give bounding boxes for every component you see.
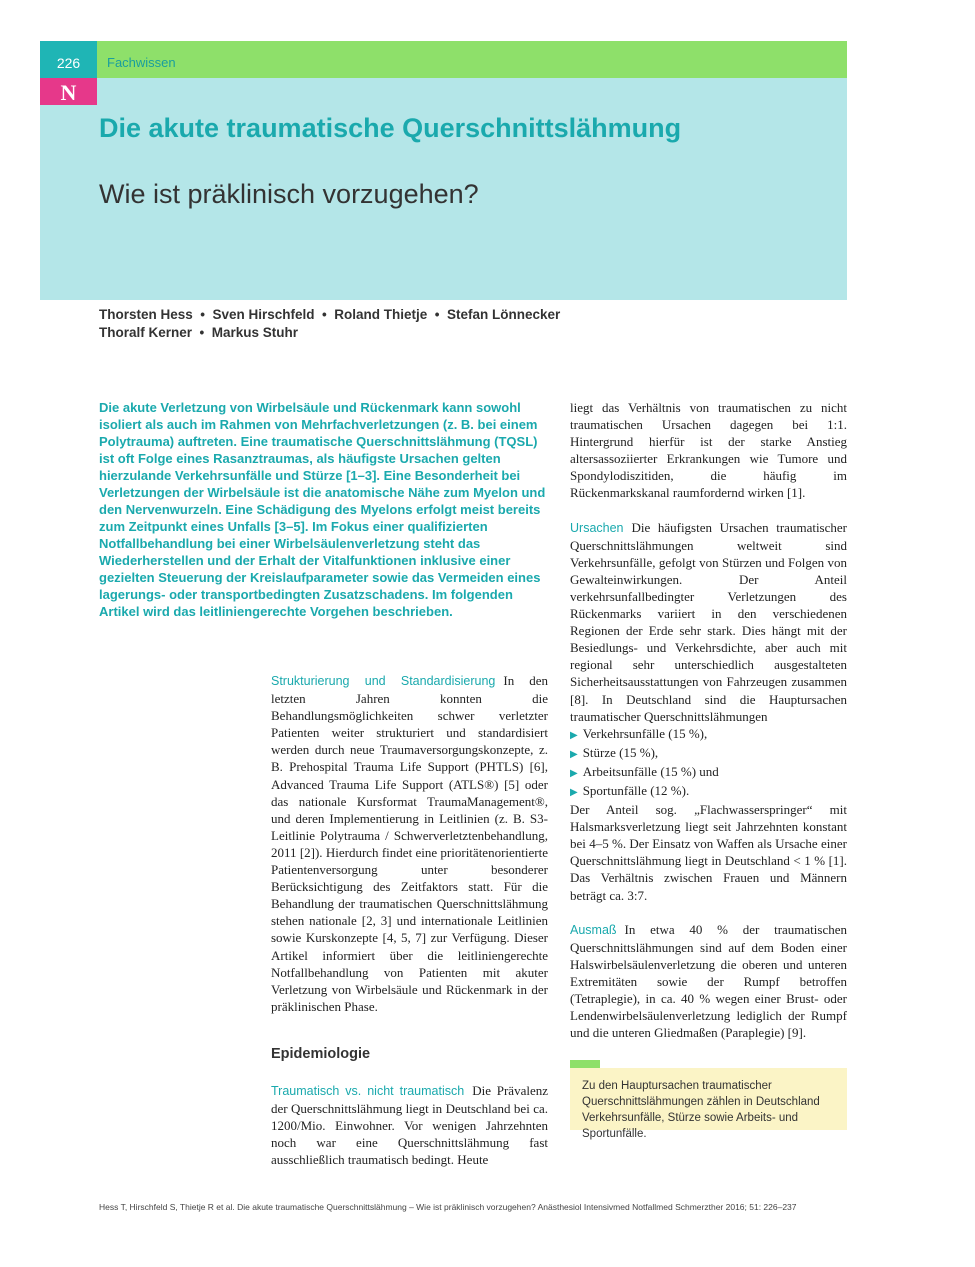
section-label: Fachwissen: [107, 55, 176, 70]
paragraph-text: Der Anteil sog. „Flachwasserspringer“ mit Halsmarksverletzung liegt seit Jahrzehnten konstant bei 4–5 %. Der Einsatz von Waffen als Ursache einer Querschnittslähmung liegt in Deutschland < 1 % [1]. Das Verhältnis zwischen Frauen und Männern beträgt ca. 3:7.: [570, 802, 847, 903]
citation-footer: Hess T, Hirschfeld S, Thietje R et al. Die akute traumatische Querschnittslähmung – Wie ist präklinisch vorzugehen? Anästhesiol Intensivmed Notfallmed Schmerzther 2016; 51: 226–237: [99, 1202, 797, 1212]
abstract: Die akute Verletzung von Wirbelsäule und Rückenmark kann sowohl isoliert als auch im Rahmen von Mehrfachverletzungen (z. B. bei einem Polytrauma) auftreten. Eine traumatische Querschnittslähmung (TQSL) ist oft Folge eines Rasanztraumas, als häufigste Ursachen gelten hierzulande Verkehrsunfälle und Stürze [1–3]. Eine Besonderheit bei Verletzungen der Wirbelsäule ist die anatomische Nähe zum Myelon und den Nervenwurzeln. Eine Schädigung des Myelons erfolgt meist bereits zum Zeitpunkt eines Unfalls [3–5]. Im Fokus einer qualifizierten Notfallbehandlung bei einer Wirbelsäulenverletzung steht das Wiederherstellen und der Erhalt der Vitalfunktionen inklusive einer gezielten Steuerung der Kreislaufparameter sowie das Vermeiden eines lagerungs- oder transportbedingten Zusatzschadens. Im folgenden Artikel wird das leitliniengerechte Vorgehen beschrieben.: [99, 400, 546, 619]
list-item: ▶ Verkehrsunfälle (15 %),: [570, 725, 708, 741]
note-text: Zu den Hauptursachen traumatischer Querschnittslähmungen zählen in Deutschland Verkehrsunfälle, Stürze sowie Arbeits- und Sportunfälle.: [582, 1080, 820, 1140]
paragraph-keyword: Ursachen: [570, 520, 624, 535]
triangle-bullet-icon: ▶: [570, 729, 578, 741]
category-badge: N: [40, 78, 97, 105]
list-item: ▶ Arbeitsunfälle (15 %) und: [570, 763, 719, 779]
triangle-bullet-icon: ▶: [570, 767, 578, 779]
paragraph-text: Die häufigsten Ursachen traumatischer Querschnittslähmungen weltweit sind Verkehrsunfälle, gefolgt von Stürzen und Folgen von Gewalteinwirkungen. Der Anteil verkehrsunfallbedingter Verletzungen des Rückenmarks variiert in den verschiedenen Regionen der Erde sehr stark. Dies hängt mit der Besiedlungs- und Verkehrsdichte, aber auch mit regional sehr unterschiedlich ausgestalteten Sicherheitsausstattungen von Fahrzeugen zusammen [8]. In Deutschland sind die Hauptursachen traumatischer Querschnittslähmungen: [570, 519, 847, 724]
article-title: Die akute traumatische Querschnittslähmung: [99, 113, 682, 143]
authors-line-2: Thoralf Kerner • Markus Stuhr: [99, 325, 299, 340]
section-heading-epidemiology: [271, 1046, 370, 1062]
list-item: ▶ Sportunfälle (12 %).: [570, 782, 690, 798]
title-panel: [40, 78, 847, 300]
paragraph-text: liegt das Verhältnis von traumatischen zu nicht traumatischen Ursachen dagegen bei 1:1. Hintergrund hierfür ist der starke Anstieg altersassoziierter Erkrankungen wie Tumore und Spondylodiszitiden, die häufig im Rückenmarkskanal raumfordernd wirken [1].: [570, 400, 847, 501]
paragraph-text: In den letzten Jahren konnten die Behandlungsmöglichkeiten schwer verletzter Patienten weiter strukturiert und standardisiert werden durch neue Traumaversorgungskonzepte, z. B. Prehospital Trauma Life Support (PHTLS) [6], Advanced Trauma Life Support (ATLS®) [5] oder das nationale Kursformat TraumaManagement®, und deren Implementierung in Leitlinien (z. B. S3-Leitlinie Polytrauma / Schwerverletztenbehandlung, 2011 [2]). Hierdurch findet eine prioritätenorientierte Patientenversorgung unter besonderer Berücksichtigung des Zeitfaktors statt. Für die Behandlung der traumatischen Querschnittslähmung stehen nationale [2, 3] und internationale Leitlinien sowie Kurskonzepte [4, 5, 7] zur Verfügung. Dieser Artikel informiert über die leitliniengerechte Notfallbehandlung von Patienten mit akuter Verletzung von Wirbelsäule und Rückenmark in der präklinischen Phase.: [271, 673, 548, 1014]
paragraph-text: Die Prävalenz der Querschnittslähmung liegt in Deutschland bei ca. 1200/Mio. Einwohner. Vor wenigen Jahrzehnten noch war eine Querschnittslähmung fast ausschließlich traumatisch bedingt. Heute: [271, 1083, 548, 1168]
paragraph-structuring: [271, 672, 548, 1015]
middle-column-lower: [271, 1082, 548, 1168]
paragraph-keyword: Ausmaß: [570, 922, 617, 937]
page-number: 226: [40, 41, 97, 78]
note-box: [570, 1068, 847, 1140]
paragraph-keyword: Strukturierung und Standardisierung: [271, 674, 496, 688]
section-heading: Epidemiologie: [271, 1046, 371, 1062]
paragraph-keyword: Traumatisch vs. nicht traumatisch: [271, 1084, 465, 1098]
list-item: ▶ Stürze (15 %),: [570, 744, 659, 760]
section-header-bar: [97, 41, 847, 78]
author-list: [99, 306, 560, 342]
article-subtitle: Wie ist präklinisch vorzugehen?: [99, 179, 479, 209]
authors-line-1: Thorsten Hess • Sven Hirschfeld • Roland Thietje • Stefan Lönnecker: [99, 307, 561, 322]
triangle-bullet-icon: ▶: [570, 786, 578, 798]
middle-column: [271, 672, 548, 1015]
right-column: [570, 399, 847, 1041]
triangle-bullet-icon: ▶: [570, 748, 578, 760]
note-box-accent: [570, 1060, 600, 1068]
paragraph-text: In etwa 40 % der traumatischen Querschnittslähmungen sind auf dem Boden einer Halswirbelsäulenverletzung die oberen und unteren Extremitäten sowie der Rumpf betroffen (Tetraplegie), in ca. 40 % wegen einer Brust- oder Lendenwirbelsäulenverletzung lediglich der Rumpf und die unteren Gliedmaßen (Paraplegie) [9].: [570, 921, 847, 1041]
